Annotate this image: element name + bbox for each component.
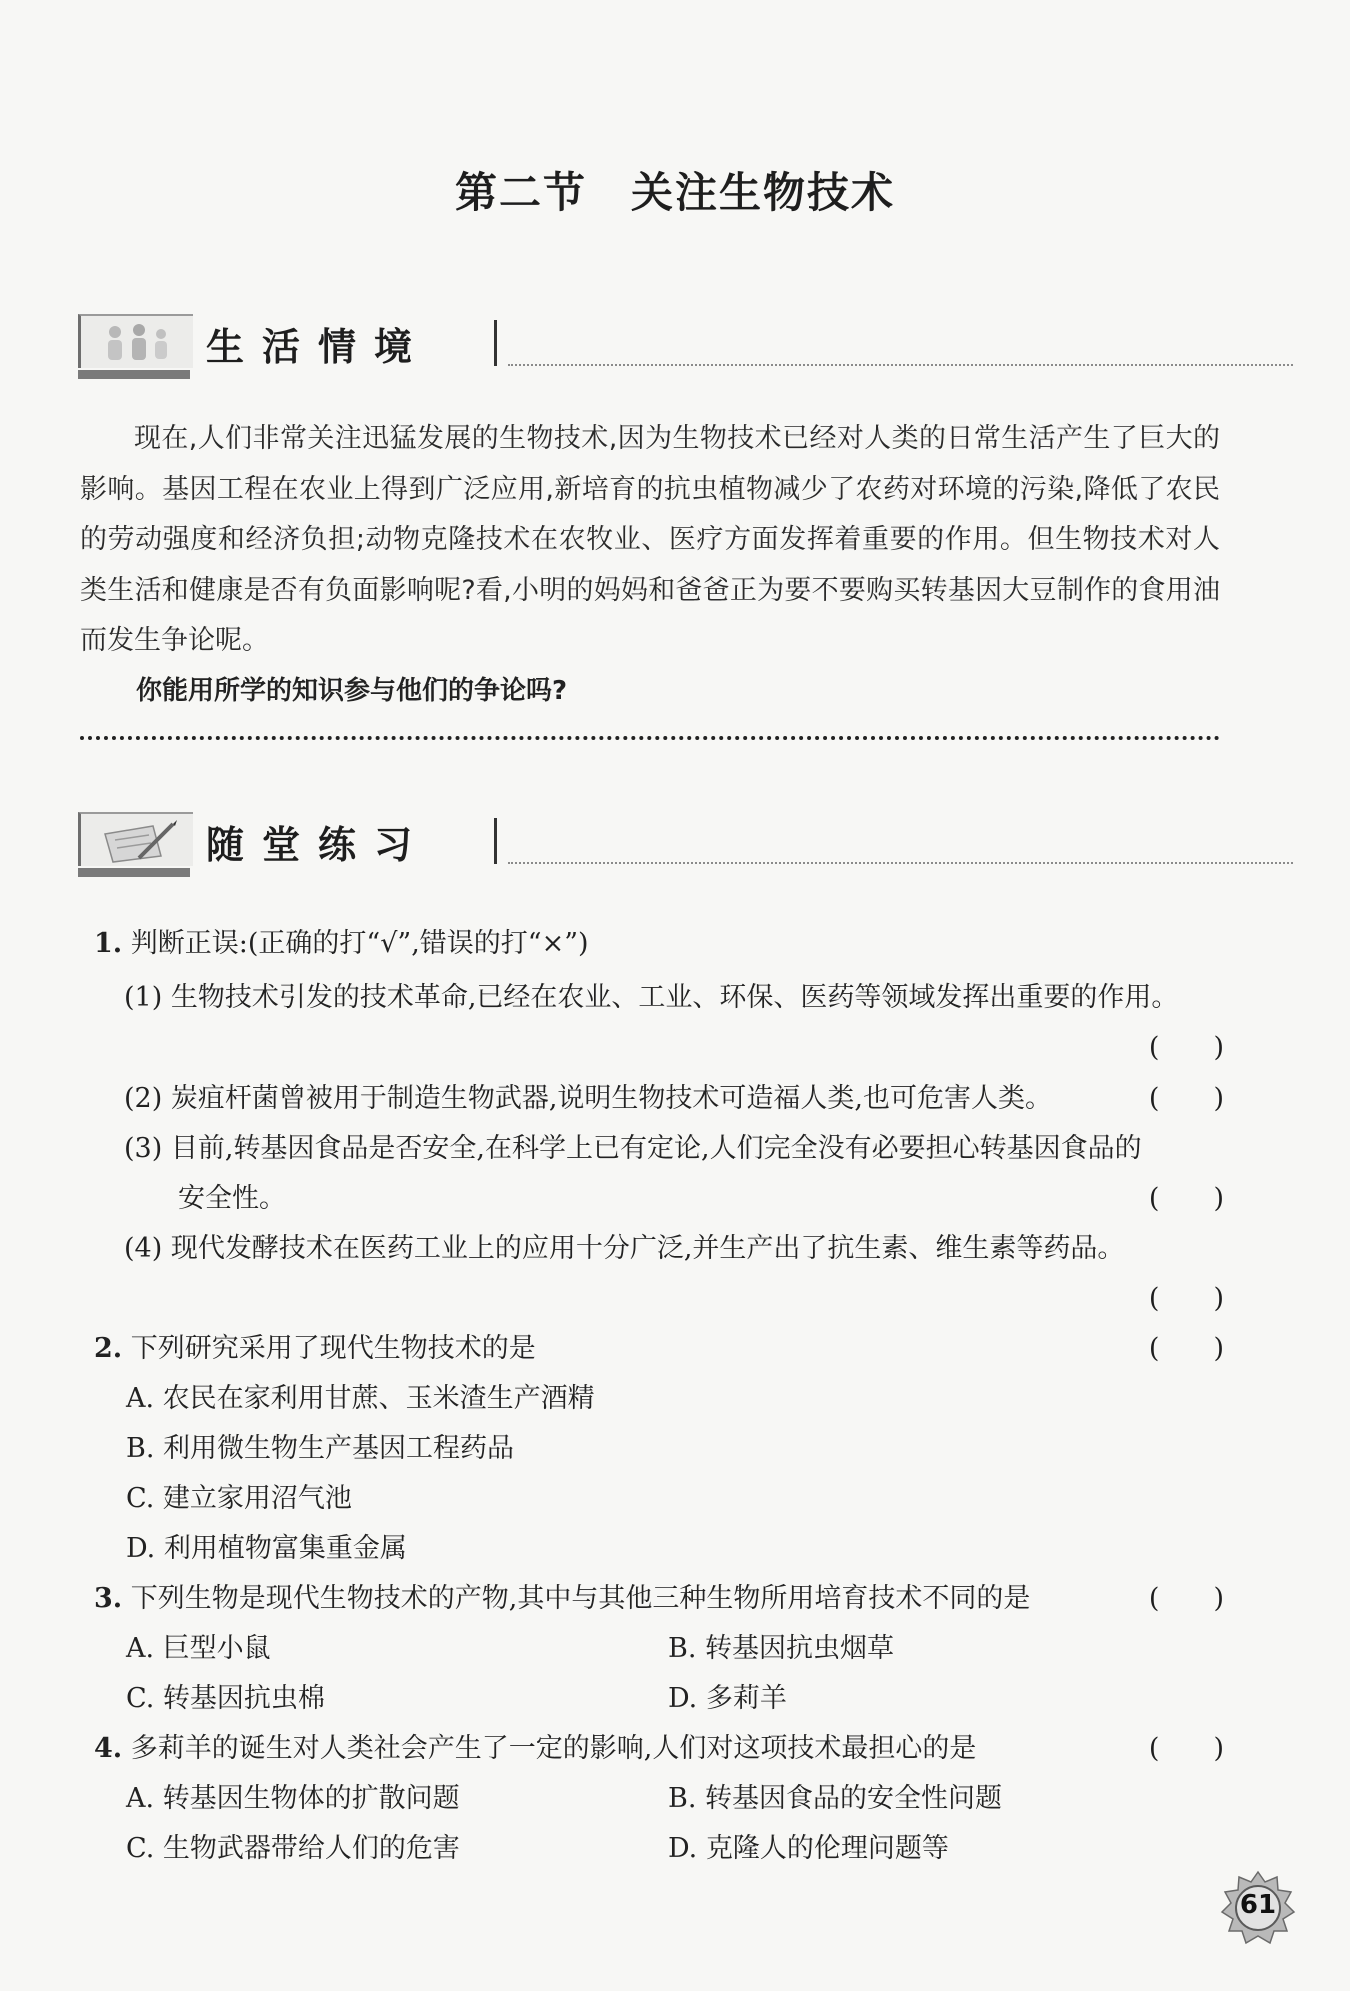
pencil-paper-icon bbox=[78, 812, 193, 866]
page-title: 第二节 关注生物技术 bbox=[454, 168, 895, 217]
answer-blank[interactable]: ( ) bbox=[1148, 1083, 1224, 1114]
dotted-divider bbox=[80, 736, 1220, 740]
option-b: B. 转基因食品的安全性问题 bbox=[668, 1783, 1003, 1814]
option-b: B. 转基因抗虫烟草 bbox=[668, 1633, 895, 1664]
option-c: C. 生物武器带给人们的危害 bbox=[126, 1833, 460, 1864]
q1-item-1 bbox=[124, 975, 1178, 1014]
answer-blank[interactable]: ( ) bbox=[1148, 1583, 1224, 1614]
q1-item-3 bbox=[124, 1126, 1142, 1165]
section-header-practice bbox=[78, 812, 1218, 874]
item-number: (2) bbox=[124, 1083, 163, 1114]
question-number: 4. bbox=[94, 1733, 123, 1764]
question-number: 1. bbox=[94, 928, 123, 959]
people-icon bbox=[78, 314, 193, 368]
question-text: 多莉羊的诞生对人类社会产生了一定的影响,人们对这项技术最担心的是 bbox=[130, 1733, 977, 1764]
q1-item-2 bbox=[124, 1076, 1052, 1115]
answer-blank[interactable]: ( ) bbox=[1148, 1032, 1224, 1063]
page-number: 61 bbox=[1239, 1890, 1277, 1920]
q1-item-3-continued: 安全性。 bbox=[178, 1183, 286, 1214]
answer-blank[interactable]: ( ) bbox=[1148, 1183, 1224, 1214]
item-number: (3) bbox=[124, 1133, 163, 1164]
option-a: A. 转基因生物体的扩散问题 bbox=[126, 1783, 460, 1814]
option-d: D. 克隆人的伦理问题等 bbox=[668, 1833, 949, 1864]
option-a: A. 巨型小鼠 bbox=[126, 1633, 271, 1664]
scenario-paragraph: 现在,人们非常关注迅猛发展的生物技术,因为生物技术已经对人类的日常生活产生了巨大的影响。基因工程在农业上得到广泛应用,新培育的抗虫植物减少了农药对环境的污染,降低了农民的劳动强度和经济负担;动物克隆技术在农牧业、医疗方面发挥着重要的作用。但生物技术对人类生活和健康是否有负面影响呢?看,小明的妈妈和爸爸正为要不要购买转基因大豆制作的食用油而发生争论呢。 bbox=[80, 423, 1220, 656]
section-underbar bbox=[78, 868, 190, 877]
option-b: B. 利用微生物生产基因工程药品 bbox=[126, 1433, 515, 1464]
answer-blank[interactable]: ( ) bbox=[1148, 1333, 1224, 1364]
section-header-scenario bbox=[78, 314, 1218, 376]
item-text: 目前,转基因食品是否安全,在科学上已有定论,人们完全没有必要担心转基因食品的 bbox=[170, 1133, 1142, 1164]
item-number: (1) bbox=[124, 982, 163, 1013]
question-number: 3. bbox=[94, 1583, 123, 1614]
option-c: C. 建立家用沼气池 bbox=[126, 1483, 352, 1514]
question-text: 下列生物是现代生物技术的产物,其中与其他三种生物所用培育技术不同的是 bbox=[130, 1583, 1031, 1614]
answer-blank[interactable]: ( ) bbox=[1148, 1283, 1224, 1314]
question-3 bbox=[94, 1576, 1030, 1615]
question-2 bbox=[94, 1326, 536, 1365]
question-1 bbox=[94, 921, 589, 960]
option-c: C. 转基因抗虫棉 bbox=[126, 1683, 325, 1714]
q1-item-4 bbox=[124, 1226, 1124, 1265]
item-text: 生物技术引发的技术革命,已经在农业、工业、环保、医药等领域发挥出重要的作用。 bbox=[170, 982, 1179, 1013]
section-title: 随堂练习 bbox=[206, 823, 431, 867]
question-text: 判断正误:(正确的打“√”,错误的打“×”) bbox=[130, 928, 589, 959]
item-text: 现代发酵技术在医药工业上的应用十分广泛,并生产出了抗生素、维生素等药品。 bbox=[170, 1233, 1125, 1264]
option-d: D. 利用植物富集重金属 bbox=[126, 1533, 407, 1564]
question-text: 下列研究采用了现代生物技术的是 bbox=[130, 1333, 536, 1364]
scenario-question: 你能用所学的知识参与他们的争论吗? bbox=[136, 676, 568, 706]
question-number: 2. bbox=[94, 1333, 123, 1364]
section-rule bbox=[508, 356, 1293, 366]
item-text: 炭疽杆菌曾被用于制造生物武器,说明生物技术可造福人类,也可危害人类。 bbox=[170, 1083, 1053, 1114]
option-a: A. 农民在家利用甘蔗、玉米渣生产酒精 bbox=[126, 1383, 595, 1414]
section-divider bbox=[494, 320, 497, 366]
item-number: (4) bbox=[124, 1233, 163, 1264]
section-divider bbox=[494, 818, 497, 864]
option-d: D. 多莉羊 bbox=[668, 1683, 787, 1714]
section-underbar bbox=[78, 370, 190, 379]
page-number-badge bbox=[1220, 1870, 1296, 1946]
answer-blank[interactable]: ( ) bbox=[1148, 1733, 1224, 1764]
section-rule bbox=[508, 854, 1293, 864]
question-4 bbox=[94, 1726, 976, 1765]
section-title: 生活情境 bbox=[206, 325, 431, 369]
